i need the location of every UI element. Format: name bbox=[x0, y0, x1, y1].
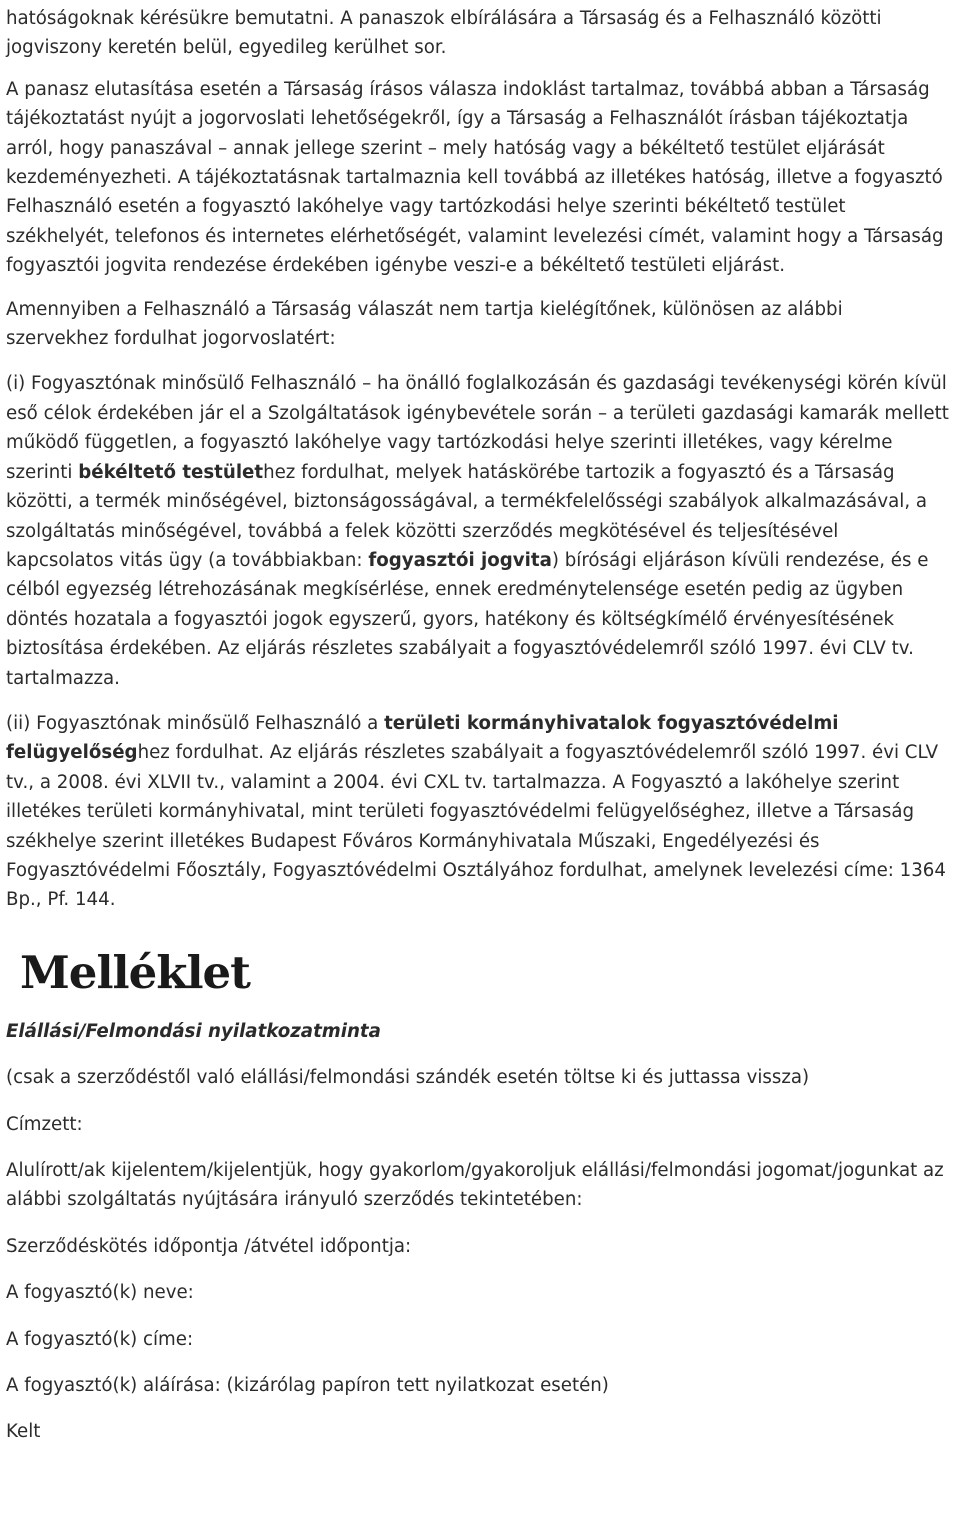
annex-subtitle: Elállási/Felmondási nyilatkozatminta bbox=[6, 1020, 381, 1042]
document-page bbox=[6, 4, 950, 1447]
remedy-item-ii bbox=[6, 709, 950, 915]
remedy-item-i bbox=[6, 369, 950, 692]
remedy-item-i-text-1: (i) Fogyasztónak minősülő Felhasználó – ha önálló foglalkozásán és gazdasági tevékenységi körén kívül eső célok érdekében jár el a Szolgáltatások igénybevétele során – a területi gazdasági kamarák mellett működő független, a fogyasztó lakóhelye vagy tartózkodási helye szerinti illetékes, vagy kérelme szerinti bbox=[6, 373, 949, 483]
annex-consumer-name: A fogyasztó(k) neve: bbox=[6, 1282, 194, 1304]
annex-consumer-address: A fogyasztó(k) címe: bbox=[6, 1328, 194, 1350]
complaint-continuation-paragraph: hatóságoknak kérésükre bemutatni. A panaszok elbírálására a Társaság és a Felhasználó közötti jogviszony keretén belül, egyedileg kerülhet sor. bbox=[6, 8, 882, 59]
annex-heading: Melléklet bbox=[20, 945, 250, 999]
remedy-item-ii-text-1: (ii) Fogyasztónak minősülő Felhasználó a bbox=[6, 712, 385, 734]
remedy-intro-paragraph: Amennyiben a Felhasználó a Társaság válaszát nem tartja kielégítőnek, különösen az alábbi szervekhez fordulhat jogorvoslatért: bbox=[6, 298, 843, 350]
annex-contract-date: Szerződéskötés időpontja /átvétel időpontja: bbox=[6, 1235, 412, 1257]
remedy-item-ii-bold-1: területi kormányhivatalok fogyasztóvédelmi felügyelőség bbox=[6, 712, 839, 764]
remedy-item-i-text-2: hez fordulhat, melyek hatáskörébe tartozik a fogyasztó és a Társaság közötti, a termék minőségével, biztonságosságával, a termékfelelősségi szabályok alkalmazásával, a szolgáltatás minőségével, továbbá a felek közötti szerződés megkötésével és teljesítésével kapcsolatos vitás ügy (a továbbiakban: bbox=[6, 461, 928, 571]
annex-consumer-signature: A fogyasztó(k) aláírása: (kizárólag papíron tett nyilatkozat esetén) bbox=[6, 1375, 609, 1397]
remedy-item-i-bold-1: békéltető testület bbox=[78, 461, 264, 483]
annex-dated: Kelt bbox=[6, 1421, 41, 1443]
remedy-item-i-bold-2: fogyasztói jogvita bbox=[368, 549, 552, 571]
annex-recipient: Címzett: bbox=[6, 1113, 83, 1135]
complaint-rejection-paragraph: A panasz elutasítása esetén a Társaság írásos válasza indoklást tartalmaz, továbbá abban a Társaság tájékoztatást nyújt a jogorvoslati lehetőségekről, így a Társaság a Felhasználót írásban tájékoztatja arról, hogy panaszával – annak jellege szerint – mely hatóság vagy a békéltető testület eljárását kezdeményezheti. A tájékoztatásnak tartalmaznia kell továbbá az illetékes hatóság, illetve a fogyasztó Felhasználó esetén a fogyasztó lakóhelye vagy tartózkodási helye szerinti békéltető testület székhelyét, telefonos és internetes elérhetőségét, valamint levelezési címét, valamint hogy a Társaság fogyasztói jogvita rendezése érdekében igénybe veszi-e a békéltető testületi eljárást. bbox=[6, 78, 944, 277]
remedy-item-ii-text-2: hez fordulhat. Az eljárás részletes szabályait a fogyasztóvédelemről szóló 1997. évi CLV tv., a 2008. évi XLVII tv., valamint a 2004. évi CXL tv. tartalmazza. A Fogyasztó a lakóhelye szerint illetékes területi kormányhivatal, mint területi fogyasztóvédelmi felügyelőséghez, illetve a Társaság székhelye szerint illetékes Budapest Főváros Kormányhivatala Műszaki, Engedélyezési és Fogyasztóvédelmi Főosztály, Fogyasztóvédelmi Osztályához fordulhat, amelynek levelezési címe: 1364 Bp., Pf. 144. bbox=[6, 742, 946, 911]
annex-declaration: Alulírott/ak kijelentem/kijelentjük, hogy gyakorlom/gyakoroljuk elállási/felmondási jogomat/jogunkat az alábbi szolgáltatás nyújtására irányuló szerződés tekintetében: bbox=[6, 1160, 944, 1211]
annex-instruction: (csak a szerződéstől való elállási/felmondási szándék esetén töltse ki és juttassa vissza) bbox=[6, 1067, 810, 1089]
remedy-item-i-text-3: ) bírósági eljáráson kívüli rendezése, és e célból egyezség létrehozásának megkísérlése, ennek eredménytelensége esetén pedig az ügyben döntés hozatala a fogyasztói jogok egyszerű, gyors, hatékony és költségkímélő érvényesítésének biztosítása érdekében. Az eljárás részletes szabályait a fogyasztóvédelemről szóló 1997. évi CLV tv. tartalmazza. bbox=[6, 549, 929, 689]
